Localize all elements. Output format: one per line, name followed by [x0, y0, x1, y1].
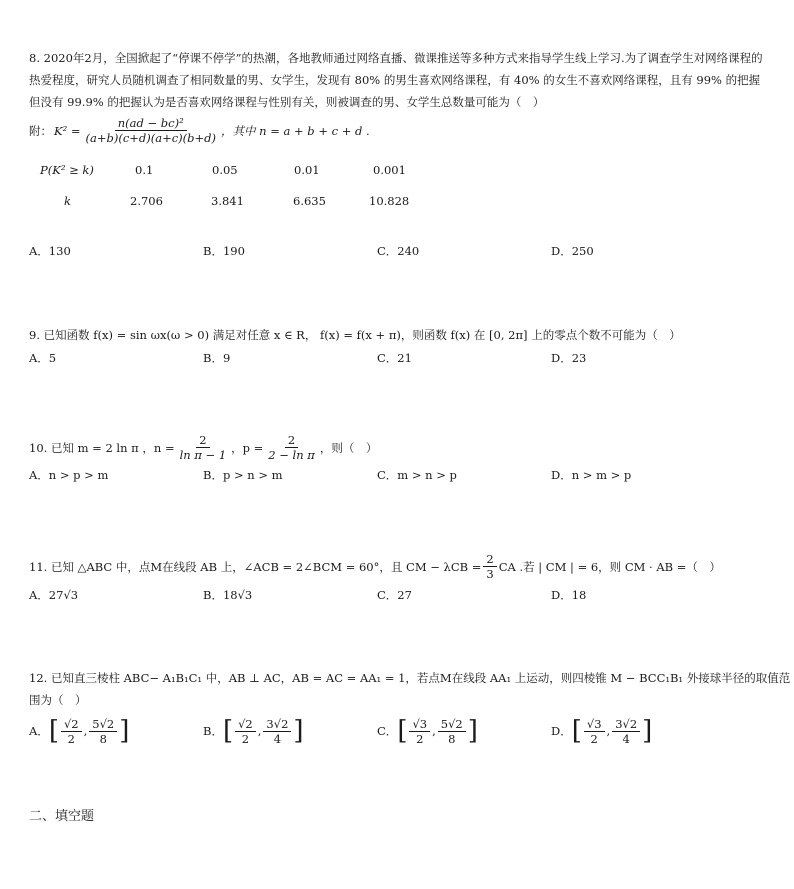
q12-option-a-upper-den: 8: [99, 731, 107, 746]
q12-option-b-lower: [235, 717, 256, 746]
q10-n-numerator: 2: [196, 433, 209, 448]
q12-option-b-upper-num: 3√2: [263, 717, 291, 732]
left-bracket-icon: [: [48, 716, 59, 746]
q12-option-b-upper: [263, 717, 291, 746]
q8-option-a[interactable]: A．130: [29, 244, 71, 258]
right-bracket-icon: ]: [642, 716, 653, 746]
q8-table-r1c4: 0.001: [373, 163, 406, 177]
q12-line1: 12. 已知直三棱柱 ABC− A₁B₁C₁ 中，AB ⊥ AC，AB = AC = AA₁ = 1，若点M在线段 AA₁ 上运动，则四棱锥 M − BCC₁B₁ 外接球半径的取值范: [29, 671, 791, 685]
q9-option-c[interactable]: C．21: [377, 351, 412, 365]
q12-option-d-upper-den: 4: [622, 731, 630, 746]
left-bracket-icon: [: [222, 716, 234, 746]
q11-option-b[interactable]: B．18√3: [203, 588, 253, 602]
q8-table-r1c2: 0.05: [212, 163, 238, 177]
q12-option-d[interactable]: D． [ $\frac{√3}{2}$ , $\frac{3√2}{4}$ ]: [551, 713, 652, 749]
right-bracket-icon: ]: [467, 716, 478, 746]
q12-option-d-lower-num: √3: [584, 717, 605, 732]
left-bracket-icon: [: [397, 716, 408, 746]
q8-formula-fraction: [83, 116, 219, 145]
q8-table-row2-label: k: [64, 194, 71, 208]
q10-option-a[interactable]: A．n > p > m: [29, 468, 109, 482]
q8-formula-where: ，其中 n = a + b + c + d .: [220, 123, 370, 138]
q12-option-a-label: A．: [29, 724, 49, 738]
q8-table-r2c1: 2.706: [130, 194, 163, 208]
q12-option-a[interactable]: A． [ $\frac{√2}{2}$ , $\frac{5√2}{8}$ ]: [29, 713, 129, 749]
q8-formula: [29, 116, 370, 145]
q11-option-a[interactable]: A．27√3: [29, 588, 79, 602]
q10-p-denominator: 2 − ln π: [268, 448, 315, 462]
q10-prefix: 10. 已知 m = 2 ln π ，n =: [29, 440, 175, 455]
q12-option-b-upper-den: 4: [273, 731, 282, 746]
q12-line2: 围为（ ）: [29, 693, 87, 707]
q12-option-c-lower-den: 2: [416, 731, 424, 746]
q12-option-c-upper: [438, 717, 466, 746]
q12-option-a-lower-den: 2: [67, 731, 75, 746]
q12-option-b-lower-num: √2: [235, 717, 256, 732]
q12-option-b-lower-den: 2: [241, 731, 250, 746]
q12-option-d-lower-den: 2: [590, 731, 598, 746]
right-bracket-icon: ]: [119, 716, 130, 746]
q10-n-fraction: [177, 433, 230, 462]
q10-option-c[interactable]: C．m > n > p: [377, 468, 457, 482]
q10-p-fraction: [265, 433, 318, 462]
q8-line1: 8. 2020年2月，全国掀起了“停课不停学”的热潮，各地教师通过网络直播、微课推送等多种方式来指导学生线上学习.为了调查学生对网络课程的: [29, 51, 763, 65]
q12-option-c-upper-num: 5√2: [438, 717, 466, 732]
q8-attach-label: 附：: [29, 123, 52, 138]
q12-option-c-lower-num: √3: [409, 717, 430, 732]
q9-option-d[interactable]: D．23: [551, 351, 587, 365]
q9-stem: 9. 已知函数 f(x) = sin ωx(ω > 0) 满足对任意 x ∈ R， f(x) = f(x + π)，则函数 f(x) 在 [0, 2π] 上的零点个数不可能为（ ）: [29, 328, 681, 342]
q8-formula-lhs: K² =: [54, 123, 81, 138]
q12-option-d-lower: [584, 717, 605, 746]
q11-stem: [29, 552, 721, 581]
q12-option-d-label: D．: [551, 724, 572, 738]
q12-option-c[interactable]: C． [ $\frac{√3}{2}$ , $\frac{5√2}{8}$ ]: [377, 713, 478, 749]
q11-fraction: [483, 552, 496, 581]
q8-formula-numerator: n(ad − bc)²: [115, 116, 187, 131]
q11-suffix: CA .若 | CM | = 6，则 CM · AB =（ ）: [498, 559, 721, 574]
q8-option-b[interactable]: B．190: [203, 244, 245, 258]
q12-option-c-upper-den: 8: [448, 731, 456, 746]
q10-suffix: ，则（ ）: [319, 440, 378, 455]
right-bracket-icon: ]: [293, 716, 304, 746]
q11-option-d[interactable]: D．18: [551, 588, 587, 602]
section-heading-fill-blank: 二、填空题: [29, 809, 95, 824]
q8-option-c[interactable]: C．240: [377, 244, 420, 258]
q12-option-b[interactable]: B． [ $\frac{√2}{2}$ , $\frac{3√2}{4}$ ]: [203, 713, 304, 749]
q10-option-b[interactable]: B．p > n > m: [203, 468, 283, 482]
q12-option-d-upper-num: 3√2: [612, 717, 640, 732]
q10-stem: [29, 433, 377, 462]
q8-table-r2c2: 3.841: [211, 194, 244, 208]
q11-fraction-denominator: 3: [486, 567, 494, 581]
q12-option-c-label: C．: [377, 724, 398, 738]
q12-option-a-upper-num: 5√2: [89, 717, 117, 732]
q11-option-c[interactable]: C．27: [377, 588, 412, 602]
left-bracket-icon: [: [571, 716, 582, 746]
q8-line2: 热爱程度，研究人员随机调查了相同数量的男、女学生，发现有 80% 的男生喜欢网络课程，有 40% 的女生不喜欢网络课程，且有 99% 的把握: [29, 73, 761, 87]
q8-table-r2c4: 10.828: [369, 194, 410, 208]
q12-option-a-lower: [61, 717, 82, 746]
q10-p-numerator: 2: [285, 433, 298, 448]
q10-n-denominator: ln π − 1: [179, 448, 227, 462]
q12-option-a-upper: [89, 717, 117, 746]
q12-option-b-label: B．: [203, 724, 223, 738]
q11-prefix: 11. 已知 △ABC 中，点M在线段 AB 上，∠ACB = 2∠BCM = 60°，且 CM − λCB =: [29, 559, 482, 574]
q11-fraction-numerator: 2: [483, 552, 496, 567]
q12-option-c-lower: [409, 717, 430, 746]
q12-option-d-upper: [612, 717, 640, 746]
q8-option-d[interactable]: D．250: [551, 244, 594, 258]
q8-table-r1c3: 0.01: [294, 163, 320, 177]
q8-formula-denominator: (a+b)(c+d)(a+c)(b+d): [85, 131, 216, 145]
q8-table-r2c3: 6.635: [293, 194, 326, 208]
q12-option-a-lower-num: √2: [61, 717, 82, 732]
q9-option-b[interactable]: B．9: [203, 351, 231, 365]
q8-line3: 但没有 99.9% 的把握认为是否喜欢网络课程与性别有关，则被调查的男、女学生总数量可能为（ ）: [29, 95, 545, 109]
q8-table-r1c1: 0.1: [135, 163, 154, 177]
q8-table-row1-label: P(K² ≥ k): [40, 163, 94, 177]
q10-mid: ，p =: [231, 440, 264, 455]
q10-option-d[interactable]: D．n > m > p: [551, 468, 632, 482]
q9-option-a[interactable]: A．5: [29, 351, 57, 365]
